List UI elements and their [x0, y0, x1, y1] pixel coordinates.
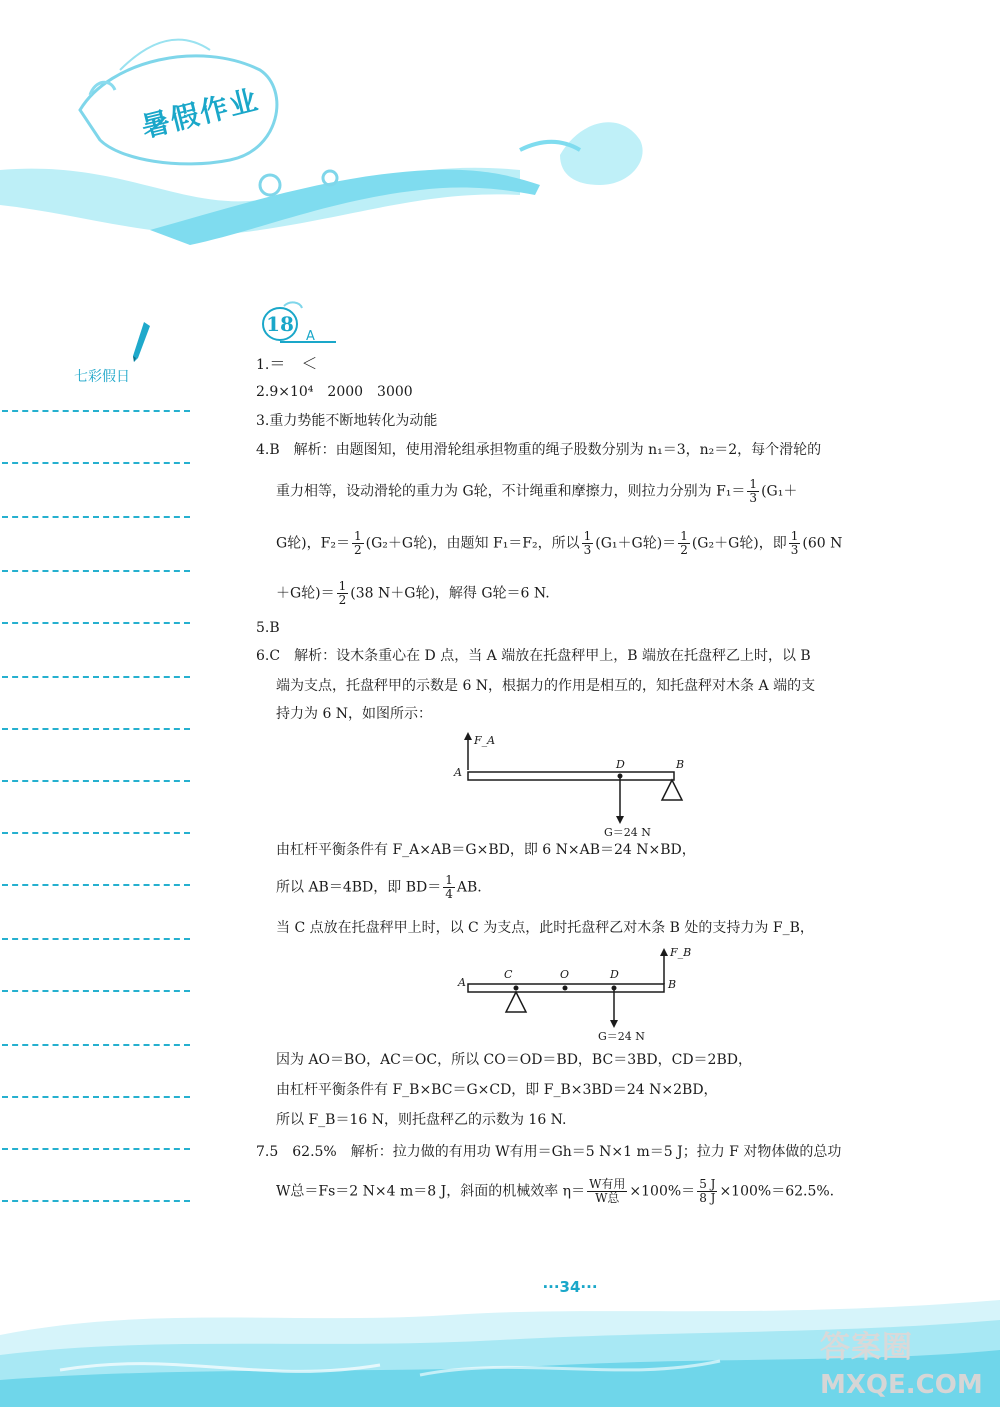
note-line	[2, 728, 190, 730]
label-b: B	[668, 978, 677, 991]
note-line	[2, 410, 190, 412]
note-line	[2, 1200, 190, 1202]
force-fb-arrowhead	[660, 948, 668, 956]
banner-title: 暑假作业	[138, 82, 263, 144]
answer-6-line-3: 持力为 6 N，如图所示：	[276, 706, 433, 722]
note-line	[2, 1148, 190, 1150]
note-line	[2, 622, 190, 624]
answer-6-line-1: 6.C 解析：设木条重心在 D 点，当 A 端放在托盘秤甲上，B 端放在托盘秤乙上时，以 B	[256, 648, 811, 664]
fraction: $\frac{1}{4}$	[445, 873, 453, 901]
page-number: ···34···	[542, 1278, 598, 1296]
point-d	[612, 986, 617, 991]
label-g: G＝24 N	[604, 826, 651, 838]
fraction: $\frac{\text{W有用}}{\text{W总}}$	[589, 1177, 626, 1205]
fraction: $\frac{1}{2}$	[680, 529, 688, 557]
note-line	[2, 516, 190, 518]
fraction: $\frac{1}{3}$	[790, 529, 799, 557]
lever-diagram-2	[452, 944, 692, 1044]
gravity-arrowhead	[616, 816, 624, 824]
answer-6-line-6: 当 C 点放在托盘秤甲上时，以 C 为支点，此时托盘秤乙对木条 B 处的支持力为 F_B，	[276, 920, 814, 936]
answer-6-line-4: 由杠杆平衡条件有 F_A×AB＝G×BD，即 6 N×AB＝24 N×BD，	[276, 842, 696, 858]
answer-4-line-4: ＋G轮)＝ $\frac{1}{2}$ (38 N＋G轮)，解得 G轮＝6 N.	[276, 579, 550, 607]
label-g: G＝24 N	[598, 1030, 645, 1043]
answer-1: 1.＝ ＜	[256, 354, 318, 373]
note-line	[2, 1096, 190, 1098]
answer-5: 5.B	[256, 620, 280, 636]
fraction: $\frac{5 J}{8 J}$	[699, 1177, 716, 1205]
lesson-number: 18	[266, 312, 294, 336]
label-fb: F_B	[670, 946, 692, 959]
lever-diagram-1	[446, 728, 686, 838]
fraction: $\frac{1}{3}$	[749, 477, 758, 505]
label-a: A	[454, 766, 462, 779]
note-line	[2, 884, 190, 886]
label-d: D	[610, 968, 619, 981]
fulcrum-c	[506, 992, 526, 1012]
note-line	[2, 938, 190, 940]
note-line	[2, 780, 190, 782]
note-line	[2, 462, 190, 464]
note-line	[2, 676, 190, 678]
force-fa-arrowhead	[464, 732, 472, 740]
answer-7-line-2: W总＝Fs＝2 N×4 m＝8 J，斜面的机械效率 η＝ $\frac{\text{W有用}}{\text{W总}}$ ×100%＝ $\frac{5 J}{8 J}$ ×100%＝62.5%.	[276, 1177, 835, 1205]
gravity-arrowhead	[610, 1020, 618, 1028]
note-line	[2, 832, 190, 834]
lesson-letter: A	[306, 329, 315, 344]
label-d: D	[616, 758, 625, 771]
note-line	[2, 1044, 190, 1046]
label-a: A	[458, 976, 466, 989]
note-line	[2, 990, 190, 992]
sidebar-label: 七彩假日	[74, 369, 130, 385]
answer-7-line-1: 7.5 62.5% 解析：拉力做的有用功 W有用＝Gh＝5 N×1 m＝5 J；拉力 F 对物体做的总功	[256, 1144, 842, 1160]
answer-4-line-3: G轮)，F₂＝ $\frac{1}{2}$ (G₂＋G轮)，由题知 F₁＝F₂，所以 $\frac{1}{3}$ (G₁＋G轮)＝ $\frac{1}{2}$ (G₂＋G轮)，即 $\frac{1}{3}$ (60 N	[276, 529, 843, 557]
point-o	[563, 986, 568, 991]
note-line	[2, 570, 190, 572]
pen-icon	[130, 320, 152, 364]
point-c	[514, 986, 519, 991]
fulcrum-b	[662, 780, 682, 800]
label-o: O	[560, 968, 570, 981]
answer-6-line-5: 所以 AB＝4BD，即 BD＝ $\frac{1}{4}$ AB.	[276, 873, 482, 901]
answer-6-line-2: 端为支点，托盘秤甲的示数是 6 N，根据力的作用是相互的，知托盘秤对木条 A 端的支	[276, 678, 816, 694]
answer-6-line-7: 因为 AO＝BO，AC＝OC，所以 CO＝OD＝BD，BC＝3BD，CD＝2BD，	[276, 1052, 752, 1068]
fraction: $\frac{1}{2}$	[338, 579, 347, 607]
point-d	[618, 774, 623, 779]
label-b: B	[676, 758, 685, 771]
lever-bar	[468, 772, 674, 780]
answer-4-line-1: 4.B 解析：由题图知，使用滑轮组承担物重的绳子股数分别为 n₁＝3，n₂＝2，每个滑轮的	[256, 442, 822, 458]
answer-2: 2.9×10⁴ 2000 3000	[256, 384, 413, 400]
fraction: $\frac{1}{3}$	[583, 529, 592, 557]
label-c: C	[504, 968, 513, 981]
watermark-url: MXQE.COM	[820, 1370, 983, 1400]
answer-4-line-2: 重力相等，设动滑轮的重力为 G轮，不计绳重和摩擦力，则拉力分别为 F₁＝ $\frac{1}{3}$ (G₁＋	[276, 477, 798, 505]
answer-3: 3.重力势能不断地转化为动能	[256, 413, 438, 429]
answer-6-line-8: 由杠杆平衡条件有 F_B×BC＝G×CD，即 F_B×3BD＝24 N×2BD，	[276, 1082, 718, 1098]
fraction: $\frac{1}{2}$	[353, 529, 362, 557]
label-fa: F_A	[474, 734, 496, 747]
watermark-logo: 答案圈	[820, 1330, 913, 1365]
lesson-badge	[258, 300, 348, 346]
answer-6-line-9: 所以 F_B＝16 N，则托盘秤乙的示数为 16 N.	[276, 1112, 567, 1128]
